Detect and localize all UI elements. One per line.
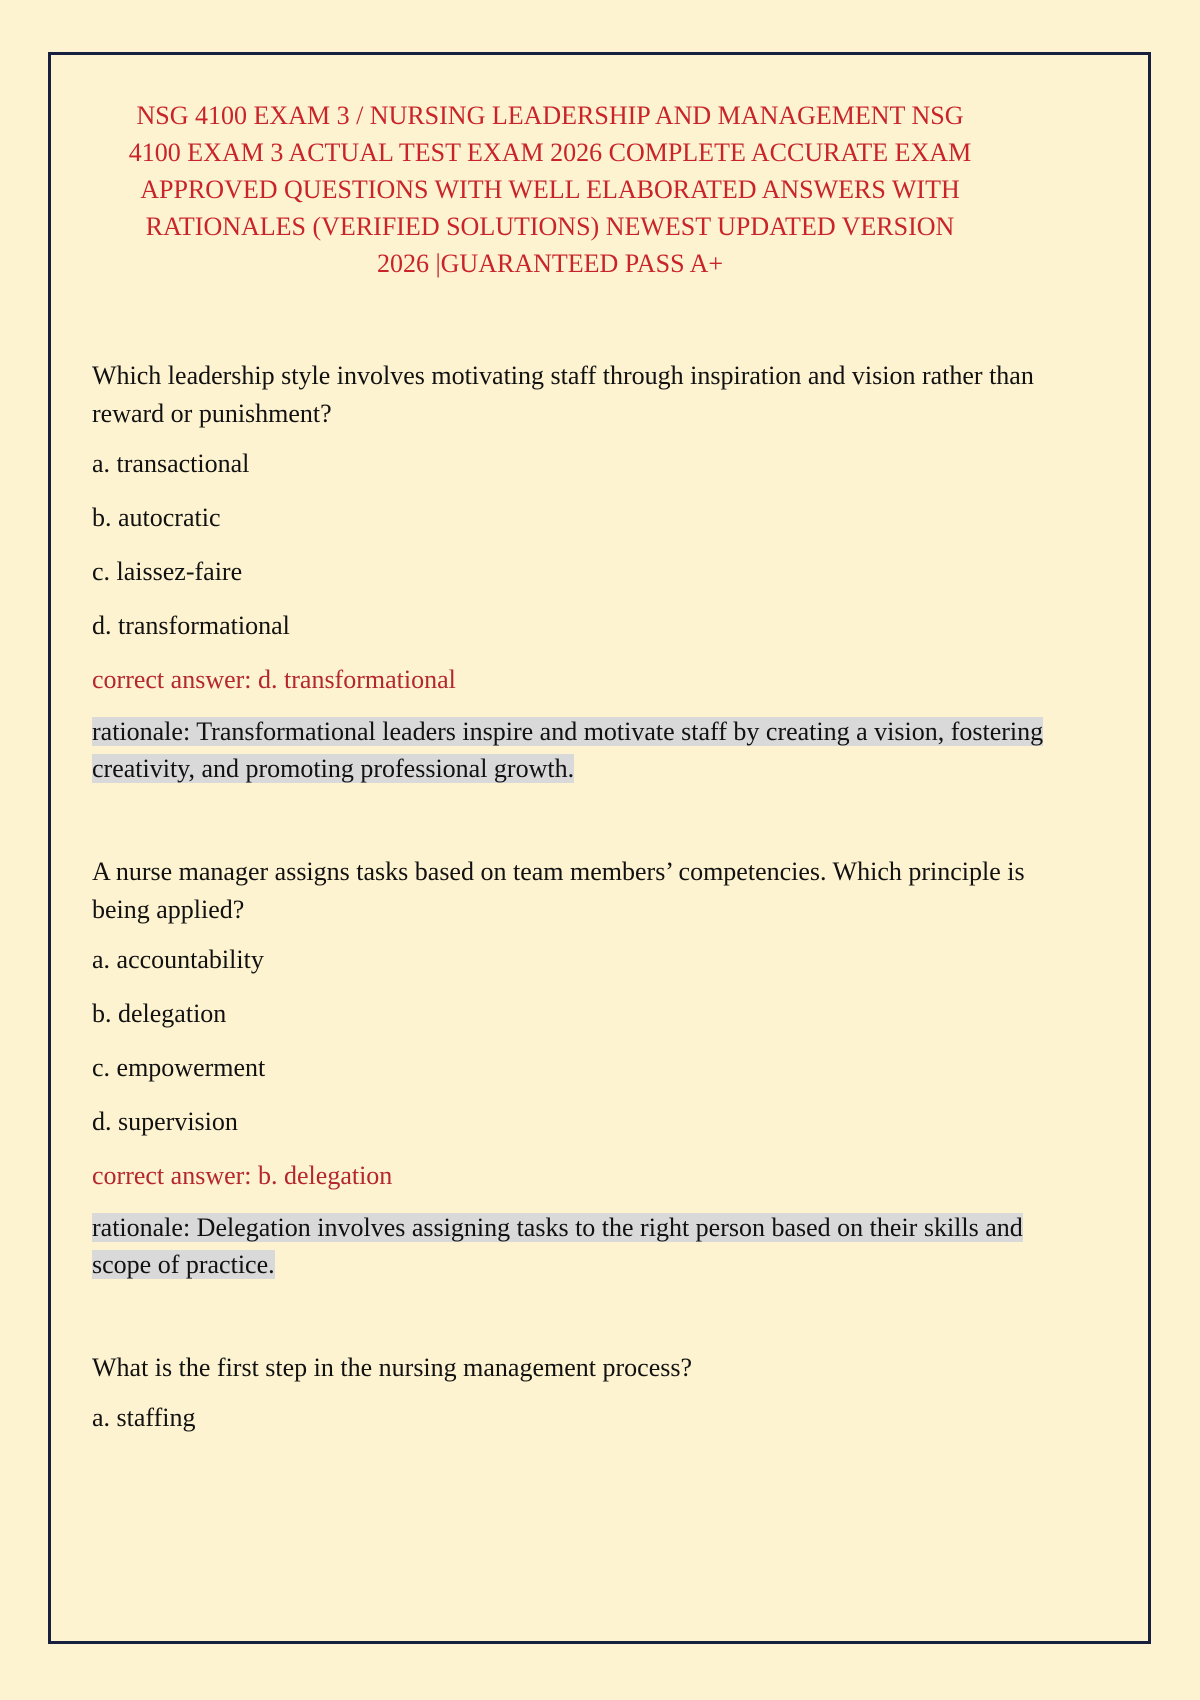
rationale-text: rationale: Transformational leaders inspire and motivate staff by creating a vision, fostering creativity, and promoting professional growth. [92,717,1044,783]
option-d: d. transformational [92,611,290,640]
option-c: c. empowerment [92,1053,266,1082]
correct-answer: correct answer: b. delegation [92,1161,393,1190]
option-d: d. supervision [92,1107,238,1136]
rationale-text: rationale: Delegation involves assigning tasks to the right person based on their skills and scope of practice. [92,1213,1023,1279]
correct-answer: correct answer: d. transformational [92,665,456,694]
option-a: a. accountability [92,945,264,974]
option-b: b. autocratic [92,503,221,532]
document-title: NSG 4100 EXAM 3 / NURSING LEADERSHIP AND MANAGEMENT NSG 4100 EXAM 3 ACTUAL TEST EXAM 2026 COMPLETE ACCURATE EXAM APPROVED QUESTIONS WITH WELL ELABORATED ANSWERS WITH RATIONALES (VERIFIED SOLUTIONS) NEWEST UPDATED VERSION 2026 |GUARANTEED PASS A+ [128,101,972,278]
rationale [92,1209,1052,1283]
question-list [92,357,1052,1453]
question-2 [92,853,1052,1283]
option-c: c. laissez-faire [92,557,243,586]
option-b: b. delegation [92,999,227,1028]
option-a: a. staffing [92,1403,196,1432]
question-1 [92,357,1052,787]
option-a: a. transactional [92,449,250,478]
rationale [92,713,1052,787]
question-text: What is the first step in the nursing management process? [92,1353,693,1382]
question-text: A nurse manager assigns tasks based on team members’ competencies. Which principle is being applied? [92,857,1025,924]
question-text: Which leadership style involves motivating staff through inspiration and vision rather than reward or punishment? [92,361,1034,428]
question-3 [92,1349,1052,1437]
